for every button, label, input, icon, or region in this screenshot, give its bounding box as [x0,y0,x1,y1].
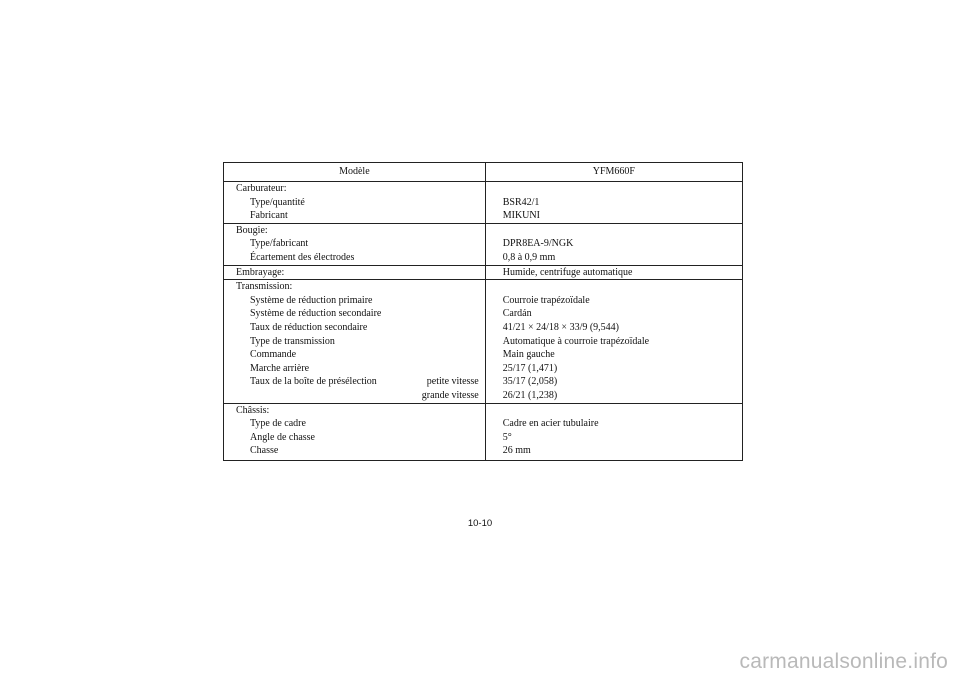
row-value: Courroie trapézoïdale [502,294,590,306]
header-model-label: Modèle [224,163,486,182]
row-label: Type/fabricant [224,237,486,251]
watermark: carmanualsonline.info [739,650,948,673]
section-clutch [224,265,743,280]
row-value: 5° [502,431,512,443]
table-row [224,307,743,321]
row-value: Main gauche [502,349,555,361]
low-gear-value: 35/17 (2,058) [502,376,558,388]
table-row [224,444,743,460]
row-label: Commande [224,348,486,362]
row-label: Angle de chasse [224,431,486,445]
section-title: Carburateur: [224,182,486,196]
row-label: Chasse [224,444,486,460]
high-gear-value: 26/21 (1,238) [502,389,558,401]
row-label: Marche arrière [224,362,486,376]
table-row [224,362,743,376]
row-label: Taux de réduction secondaire [224,321,486,335]
table-row [224,321,743,335]
table-row [224,196,743,210]
row-value: Humide, centrifuge automatique [485,265,742,280]
row-value: Automatique à courroie trapézoïdale [502,335,650,347]
section-title: Transmission: [224,280,486,294]
preselect-split [250,375,485,389]
row-value: 26 mm [502,445,531,457]
table-row [224,251,743,265]
table-row [224,348,743,362]
table-row [224,375,743,389]
table-row [224,237,743,251]
header-model-value: YFM660F [485,163,742,182]
row-label: Écartement des électrodes [224,251,486,265]
row-value: Cardán [502,308,532,320]
low-gear-label: petite vitesse [426,376,479,388]
table-row [224,335,743,349]
section-spark-plug [224,223,743,237]
table-row [224,431,743,445]
row-value: MIKUNI [502,210,540,222]
high-gear-label: grande vitesse [421,389,479,401]
row-value: 41/21 × 24/18 × 33/9 (9,544) [502,321,620,333]
row-label: Système de réduction secondaire [224,307,486,321]
table-row [224,417,743,431]
page-number: 10-10 [467,518,493,529]
row-value: BSR42/1 [502,196,540,208]
row-label: Fabricant [224,209,486,223]
section-title: Châssis: [224,403,486,417]
section-transmission [224,280,743,294]
section-title: Bougie: [224,223,486,237]
row-label: Type de transmission [224,335,486,349]
row-label: Système de réduction primaire [224,294,486,308]
row-value: 0,8 à 0,9 mm [502,251,556,263]
row-value: DPR8EA-9/NGK [502,238,574,250]
section-carburetor [224,182,743,196]
preselect-label: Taux de la boîte de présélection [250,376,377,388]
table-row [224,294,743,308]
section-title: Embrayage: [224,265,486,280]
table-row [224,389,743,403]
table-header-row [224,163,743,182]
row-label: Type de cadre [224,417,486,431]
specifications-table [223,162,743,461]
section-chassis [224,403,743,417]
row-value: Cadre en acier tubulaire [502,418,599,430]
row-label: Type/quantité [224,196,486,210]
table-row [224,209,743,223]
preselect-split [250,389,485,403]
row-value: 25/17 (1,471) [502,362,558,374]
